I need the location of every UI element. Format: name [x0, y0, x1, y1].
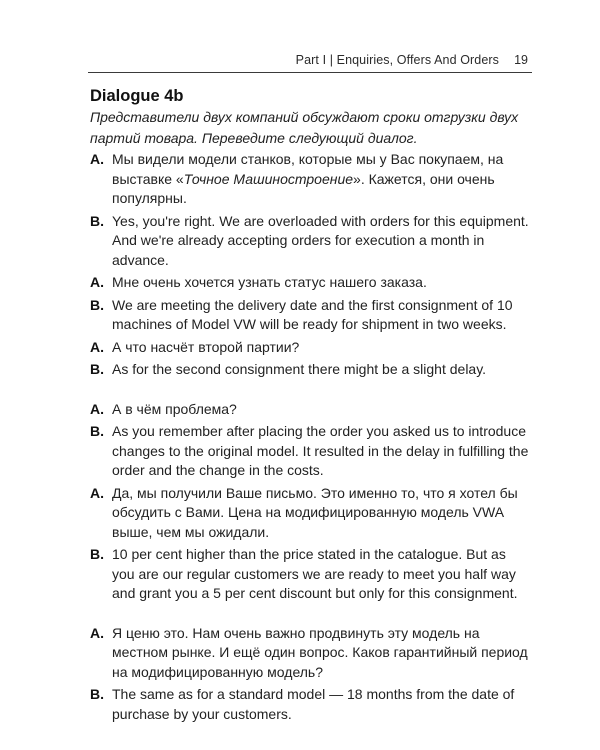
dialogue-line: [90, 360, 530, 380]
speaker-label: B.: [90, 361, 104, 377]
utterance: Я ценю это. Нам очень важно продвинуть эту модель на местном рынке. И ещё один вопрос. Каков гарантийный период на модифицированную модель?: [112, 624, 528, 680]
utterance: Мне очень хочется узнать статус нашего заказа.: [112, 274, 427, 290]
exhibition-name: Точное Машиностроение: [183, 170, 354, 187]
header-divider: [88, 72, 532, 73]
utterance: [112, 150, 530, 209]
dialogue-line: [90, 484, 530, 543]
block-spacer: [90, 607, 530, 624]
dialogue-line: [90, 338, 530, 358]
speaker-label: A.: [90, 624, 104, 641]
dialogue-title: Dialogue 4b: [90, 87, 184, 105]
utterance: А в чём проблема?: [112, 400, 237, 417]
utterance: А что насчёт второй партии?: [112, 338, 300, 355]
dialogue-block-2: [90, 400, 530, 604]
utterance: Yes, you're right. We are overloaded with orders for this equipment. And we're already accepting orders for execution a month in advance.: [112, 212, 529, 268]
speaker-label: B.: [90, 423, 104, 439]
speaker-label: A.: [90, 151, 104, 167]
utterance: The same as for a standard model — 18 months from the date of purchase by your customers.: [112, 686, 515, 722]
utterance: Да, мы получили Ваше письмо. Это именно то, что я хотел бы обсудить с Вами. Цена на модифицированную модель VWA выше, чем мы ожидали.: [112, 484, 518, 540]
dialogue-block-1: [90, 150, 530, 380]
utterance: 10 per cent higher than the price stated in the catalogue. But as you are our regular customers we are ready to meet you half way and grant you a 5 per cent discount but only for this consignment.: [112, 546, 518, 601]
dialogue-line: [90, 545, 530, 604]
dialogue-section: [90, 86, 530, 727]
speaker-label: B.: [90, 686, 104, 702]
dialogue-line: [90, 685, 530, 724]
speaker-label: B.: [90, 296, 104, 313]
dialogue-block-3: [90, 624, 530, 725]
page-number: 19: [514, 53, 528, 67]
utterance: As for the second consignment there might be a slight delay.: [112, 361, 487, 377]
running-head: Part I | Enquiries, Offers And Orders: [295, 53, 499, 67]
speaker-label: A.: [90, 338, 104, 355]
utterance-text: Мы видели модели станков, которые мы у Вас покупаем, на выставке «: [112, 151, 504, 187]
utterance: We are meeting the delivery date and the first consignment of 10 machines of Model VW will be ready for shipment in two weeks.: [112, 296, 513, 332]
dialogue-line: [90, 212, 530, 271]
speaker-label: B.: [90, 546, 104, 562]
dialogue-line: [90, 422, 530, 481]
utterance-text: ». Кажется, они очень популярны.: [112, 170, 495, 206]
dialogue-line: [90, 296, 530, 335]
dialogue-line: [90, 400, 530, 420]
speaker-label: A.: [90, 274, 104, 290]
utterance: As you remember after placing the order you asked us to introduce changes to the original model. It resulted in the delay in fulfilling the order and the change in the costs.: [112, 423, 529, 478]
speaker-label: A.: [90, 400, 104, 417]
dialogue-line: [90, 150, 530, 209]
dialogue-instructions: Представители двух компаний обсуждают сроки отгрузки двух партий товара. Переведите следующий диалог.: [90, 109, 519, 146]
block-spacer: [90, 383, 530, 400]
dialogue-line: [90, 624, 530, 683]
dialogue-line: [90, 273, 530, 293]
speaker-label: A.: [90, 484, 104, 501]
speaker-label: B.: [90, 212, 104, 229]
